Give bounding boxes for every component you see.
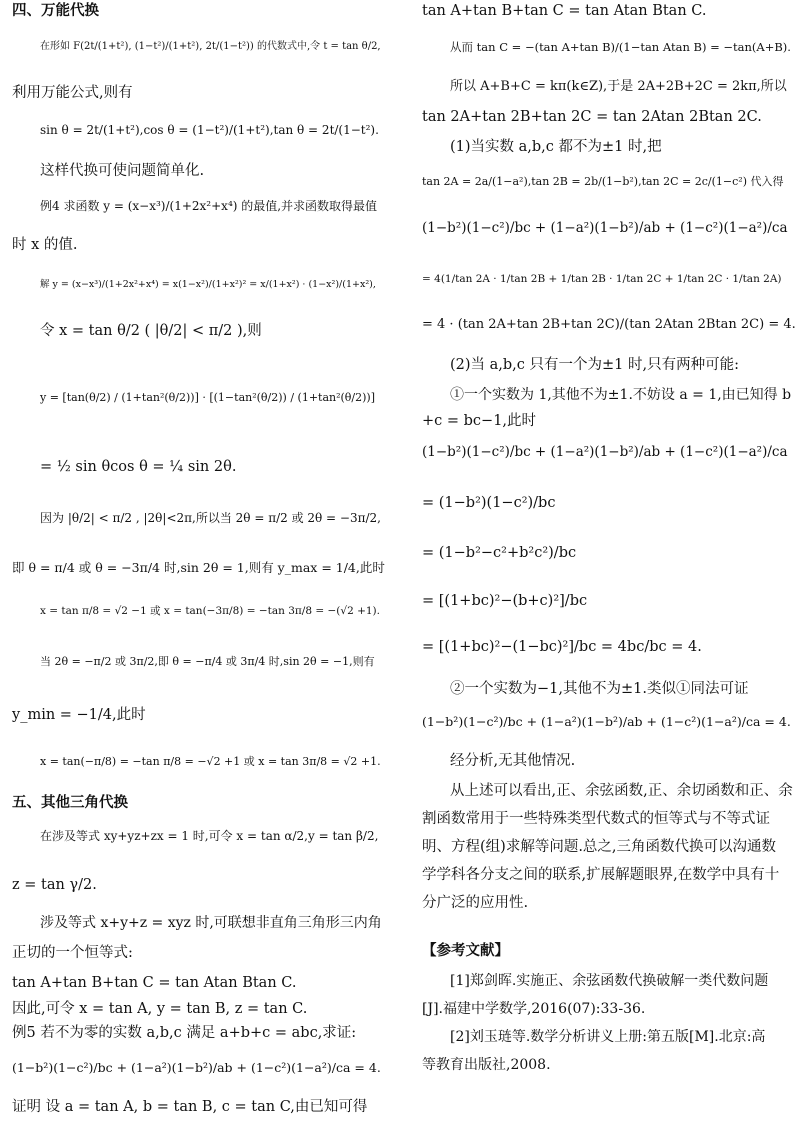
text-line: = (1−b²−c²+b²c²)/bc [422, 545, 577, 561]
text-line: 令 x = tan θ/2 ( |θ/2| < π/2 ),则 [40, 323, 262, 339]
text-line: +c = bc−1,此时 [422, 413, 537, 429]
text-line: ②一个实数为−1,其他不为±1.类似①同法可证 [450, 681, 749, 697]
text-line: 这样代换可使问题简单化. [40, 163, 205, 179]
text-line: sin θ = 2t/(1+t²),cos θ = (1−t²)/(1+t²),tan θ = 2t/(1−t²). [40, 123, 379, 137]
text-line: [1]郑剑晖.实施正、余弦函数代换破解一类代数问题 [450, 973, 769, 989]
text-line: 因为 |θ/2| < π/2 , |2θ|<2π,所以当 2θ = π/2 或 2θ = −3π/2, [40, 511, 381, 525]
text-line: (1−b²)(1−c²)/bc + (1−a²)(1−b²)/ab + (1−c²)(1−a²)/ca [422, 220, 788, 236]
text-line: = 4(1/tan 2A · 1/tan 2B + 1/tan 2B · 1/tan 2C + 1/tan 2C · 1/tan 2A) [422, 273, 782, 285]
section-heading: 四、万能代换 [12, 3, 99, 19]
text-line: 从上述可以看出,正、余弦函数,正、余切函数和正、余 [450, 783, 793, 799]
text-line: = (1−b²)(1−c²)/bc [422, 495, 556, 511]
text-line: [2]刘玉琏等.数学分析讲义上册:第五版[M].北京:高 [450, 1029, 766, 1045]
text-line: = ½ sin θcos θ = ¼ sin 2θ. [40, 459, 237, 475]
text-line: [J].福建中学数学,2016(07):33-36. [422, 1001, 646, 1017]
text-line: 利用万能公式,则有 [12, 85, 133, 101]
text-line: (1−b²)(1−c²)/bc + (1−a²)(1−b²)/ab + (1−c²)(1−a²)/ca = 4. [422, 714, 791, 729]
text-line: 正切的一个恒等式: [12, 945, 133, 961]
text-line: 解 y = (x−x³)/(1+2x²+x⁴) = x(1−x²)/(1+x²)² = x/(1+x²) · (1−x²)/(1+x²), [40, 279, 376, 290]
text-line: = [(1+bc)²−(b+c)²]/bc [422, 593, 588, 609]
text-line: x = tan(−π/8) = −tan π/8 = −√2 +1 或 x = tan 3π/8 = √2 +1. [40, 755, 381, 768]
text-line: 因此,可令 x = tan A, y = tan B, z = tan C. [12, 1001, 308, 1017]
text-line: z = tan γ/2. [12, 877, 97, 893]
text-line: 分广泛的应用性. [422, 895, 529, 911]
text-line: y = [tan(θ/2) / (1+tan²(θ/2))] · [(1−tan²(θ/2)) / (1+tan²(θ/2))] [40, 391, 375, 404]
text-line: (1)当实数 a,b,c 都不为±1 时,把 [450, 139, 662, 155]
text-line: 即 θ = π/4 或 θ = −3π/4 时,sin 2θ = 1,则有 y_max = 1/4,此时 [12, 560, 385, 575]
section-heading: 【参考文献】 [422, 943, 509, 959]
text-line: 从而 tan C = −(tan A+tan B)/(1−tan Atan B) = −tan(A+B). [450, 40, 791, 54]
text-line: 经分析,无其他情况. [450, 753, 576, 769]
text-line: (1−b²)(1−c²)/bc + (1−a²)(1−b²)/ab + (1−c²)(1−a²)/ca = 4. [12, 1060, 381, 1075]
text-line: 明、方程(组)求解等问题.总之,三角函数代换可以沟通数 [422, 839, 777, 855]
section-heading: 五、其他三角代换 [12, 795, 128, 811]
text-line: (2)当 a,b,c 只有一个为±1 时,只有两种可能: [450, 357, 740, 373]
text-line: tan A+tan B+tan C = tan Atan Btan C. [422, 3, 707, 19]
text-line: 学学科各分支之间的联系,扩展解题眼界,在数学中具有十 [422, 867, 780, 883]
text-line: 割函数常用于一些特殊类型代数式的恒等式与不等式证 [422, 811, 770, 827]
text-line: 证明 设 a = tan A, b = tan B, c = tan C,由已知可得 [12, 1099, 368, 1115]
text-line: 例4 求函数 y = (x−x³)/(1+2x²+x⁴) 的最值,并求函数取得最值 [40, 199, 378, 213]
text-line: 在形如 F(2t/(1+t²), (1−t²)/(1+t²), 2t/(1−t²)) 的代数式中,令 t = tan θ/2, [40, 41, 381, 52]
text-line: (1−b²)(1−c²)/bc + (1−a²)(1−b²)/ab + (1−c²)(1−a²)/ca [422, 444, 788, 460]
text-line: ①一个实数为 1,其他不为±1.不妨设 a = 1,由已知得 b [450, 387, 792, 403]
text-line: tan A+tan B+tan C = tan Atan Btan C. [12, 975, 297, 991]
text-line: 所以 A+B+C = kπ(k∈Z),于是 2A+2B+2C = 2kπ,所以 [450, 79, 787, 94]
text-line: 等教育出版社,2008. [422, 1057, 551, 1073]
text-line: 在涉及等式 xy+yz+zx = 1 时,可令 x = tan α/2,y = tan β/2, [40, 829, 379, 843]
text-line: x = tan π/8 = √2 −1 或 x = tan(−3π/8) = −tan 3π/8 = −(√2 +1). [40, 605, 380, 617]
text-line: tan 2A+tan 2B+tan 2C = tan 2Atan 2Btan 2C. [422, 109, 762, 125]
text-line: tan 2A = 2a/(1−a²),tan 2B = 2b/(1−b²),tan 2C = 2c/(1−c²) 代入得 [422, 175, 784, 188]
text-line: = 4 · (tan 2A+tan 2B+tan 2C)/(tan 2Atan 2Btan 2C) = 4. [422, 317, 796, 332]
text-line: 例5 若不为零的实数 a,b,c 满足 a+b+c = abc,求证: [12, 1025, 357, 1041]
text-line: 当 2θ = −π/2 或 3π/2,即 θ = −π/4 或 3π/4 时,sin 2θ = −1,则有 [40, 655, 375, 668]
text-line: = [(1+bc)²−(1−bc)²]/bc = 4bc/bc = 4. [422, 639, 702, 655]
text-line: 涉及等式 x+y+z = xyz 时,可联想非直角三角形三内角 [40, 915, 382, 931]
text-line: y_min = −1/4,此时 [12, 707, 146, 723]
text-line: 时 x 的值. [12, 237, 78, 253]
